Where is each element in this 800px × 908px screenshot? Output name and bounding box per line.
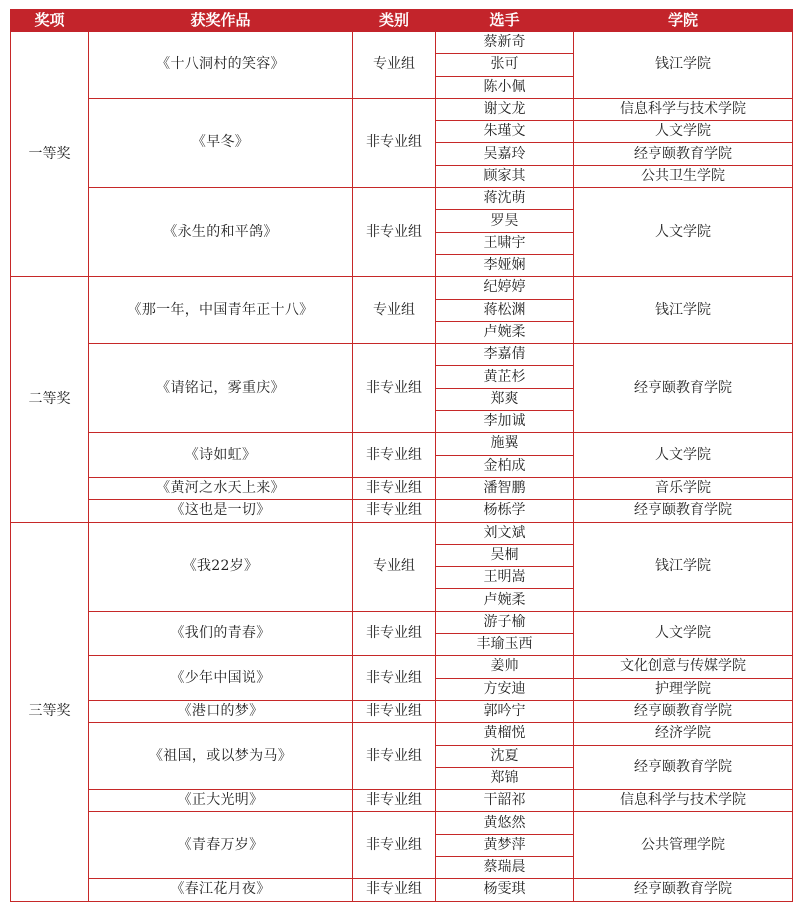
player-cell: 刘文斌 <box>436 522 574 544</box>
college-cell: 人文学院 <box>574 611 793 656</box>
college-cell: 钱江学院 <box>574 277 793 344</box>
category-cell: 非专业组 <box>353 188 436 277</box>
category-cell: 专业组 <box>353 32 436 99</box>
player-cell: 蒋松渊 <box>436 299 574 321</box>
work-title-cell: 《祖国，或以梦为马》 <box>89 723 353 790</box>
work-title-cell: 《春江花月夜》 <box>89 879 353 901</box>
table-row <box>11 188 793 210</box>
table-row <box>11 433 793 455</box>
college-cell: 公共管理学院 <box>574 812 793 879</box>
player-cell: 吴桐 <box>436 544 574 566</box>
table-body <box>11 32 793 902</box>
college-cell: 信息科学与技术学院 <box>574 790 793 812</box>
player-cell: 卢婉柔 <box>436 589 574 611</box>
college-cell: 经亨颐教育学院 <box>574 500 793 522</box>
category-cell: 专业组 <box>353 522 436 611</box>
category-cell: 专业组 <box>353 277 436 344</box>
college-cell: 经亨颐教育学院 <box>574 143 793 165</box>
work-title-cell: 《我22岁》 <box>89 522 353 611</box>
player-cell: 丰瑜玉西 <box>436 634 574 656</box>
table-row <box>11 477 793 499</box>
player-cell: 郭吟宁 <box>436 700 574 722</box>
player-cell: 黄梦萍 <box>436 834 574 856</box>
player-cell: 谢文龙 <box>436 98 574 120</box>
player-cell: 陈小佩 <box>436 76 574 98</box>
table-row <box>11 522 793 544</box>
college-cell: 人文学院 <box>574 433 793 478</box>
category-cell: 非专业组 <box>353 477 436 499</box>
player-cell: 蔡瑞晨 <box>436 856 574 878</box>
table-row <box>11 656 793 678</box>
college-cell: 信息科学与技术学院 <box>574 98 793 120</box>
work-title-cell: 《早冬》 <box>89 98 353 187</box>
category-cell: 非专业组 <box>353 433 436 478</box>
player-cell: 黄榴悦 <box>436 723 574 745</box>
work-title-cell: 《十八洞村的笑容》 <box>89 32 353 99</box>
college-cell: 钱江学院 <box>574 32 793 99</box>
work-title-cell: 《少年中国说》 <box>89 656 353 701</box>
player-cell: 顾家其 <box>436 165 574 187</box>
table-row <box>11 611 793 633</box>
award-level-cell: 一等奖 <box>11 32 89 277</box>
table-row <box>11 500 793 522</box>
award-table <box>10 9 793 902</box>
player-cell: 干韶祁 <box>436 790 574 812</box>
college-cell: 经亨颐教育学院 <box>574 344 793 433</box>
work-title-cell: 《诗如虹》 <box>89 433 353 478</box>
player-cell: 朱瑾文 <box>436 121 574 143</box>
player-cell: 金柏成 <box>436 455 574 477</box>
player-cell: 郑爽 <box>436 388 574 410</box>
category-cell: 非专业组 <box>353 656 436 701</box>
player-cell: 蒋沈萌 <box>436 188 574 210</box>
header-award-level: 奖项 <box>11 10 89 32</box>
header-college: 学院 <box>574 10 793 32</box>
player-cell: 王啸宇 <box>436 232 574 254</box>
work-title-cell: 《青春万岁》 <box>89 812 353 879</box>
work-title-cell: 《那一年，中国青年正十八》 <box>89 277 353 344</box>
college-cell: 人文学院 <box>574 188 793 277</box>
table-row <box>11 700 793 722</box>
table-row <box>11 723 793 745</box>
table-row <box>11 32 793 54</box>
category-cell: 非专业组 <box>353 611 436 656</box>
work-title-cell: 《港口的梦》 <box>89 700 353 722</box>
player-cell: 黄芷杉 <box>436 366 574 388</box>
college-cell: 经济学院 <box>574 723 793 745</box>
player-cell: 李嘉倩 <box>436 344 574 366</box>
player-cell: 潘智鹏 <box>436 477 574 499</box>
work-title-cell: 《黄河之水天上来》 <box>89 477 353 499</box>
player-cell: 卢婉柔 <box>436 321 574 343</box>
college-cell: 经亨颐教育学院 <box>574 745 793 790</box>
player-cell: 郑锦 <box>436 767 574 789</box>
player-cell: 李加诚 <box>436 411 574 433</box>
work-title-cell: 《请铭记，雾重庆》 <box>89 344 353 433</box>
category-cell: 非专业组 <box>353 98 436 187</box>
category-cell: 非专业组 <box>353 500 436 522</box>
category-cell: 非专业组 <box>353 790 436 812</box>
category-cell: 非专业组 <box>353 879 436 901</box>
category-cell: 非专业组 <box>353 700 436 722</box>
player-cell: 沈夏 <box>436 745 574 767</box>
player-cell: 吴嘉玲 <box>436 143 574 165</box>
table-row <box>11 790 793 812</box>
header-work: 获奖作品 <box>89 10 353 32</box>
player-cell: 杨雯琪 <box>436 879 574 901</box>
player-cell: 王明嵩 <box>436 567 574 589</box>
college-cell: 经亨颐教育学院 <box>574 700 793 722</box>
award-level-cell: 二等奖 <box>11 277 89 522</box>
player-cell: 纪婷婷 <box>436 277 574 299</box>
category-cell: 非专业组 <box>353 723 436 790</box>
category-cell: 非专业组 <box>353 812 436 879</box>
table-row <box>11 277 793 299</box>
table-row <box>11 812 793 834</box>
header-player: 选手 <box>436 10 574 32</box>
player-cell: 杨栎学 <box>436 500 574 522</box>
college-cell: 经亨颐教育学院 <box>574 879 793 901</box>
work-title-cell: 《正大光明》 <box>89 790 353 812</box>
player-cell: 姜帅 <box>436 656 574 678</box>
college-cell: 音乐学院 <box>574 477 793 499</box>
table-header <box>11 10 793 32</box>
table-row <box>11 344 793 366</box>
header-row <box>11 10 793 32</box>
work-title-cell: 《这也是一切》 <box>89 500 353 522</box>
header-category: 类别 <box>353 10 436 32</box>
player-cell: 罗昊 <box>436 210 574 232</box>
player-cell: 张可 <box>436 54 574 76</box>
player-cell: 蔡新奇 <box>436 32 574 54</box>
college-cell: 钱江学院 <box>574 522 793 611</box>
table-row <box>11 879 793 901</box>
player-cell: 游子榆 <box>436 611 574 633</box>
category-cell: 非专业组 <box>353 344 436 433</box>
college-cell: 文化创意与传媒学院 <box>574 656 793 678</box>
college-cell: 公共卫生学院 <box>574 165 793 187</box>
player-cell: 李娅娴 <box>436 254 574 276</box>
work-title-cell: 《永生的和平鸽》 <box>89 188 353 277</box>
table-row <box>11 98 793 120</box>
award-level-cell: 三等奖 <box>11 522 89 901</box>
work-title-cell: 《我们的青春》 <box>89 611 353 656</box>
player-cell: 施翼 <box>436 433 574 455</box>
college-cell: 护理学院 <box>574 678 793 700</box>
college-cell: 人文学院 <box>574 121 793 143</box>
player-cell: 黄悠然 <box>436 812 574 834</box>
player-cell: 方安迪 <box>436 678 574 700</box>
